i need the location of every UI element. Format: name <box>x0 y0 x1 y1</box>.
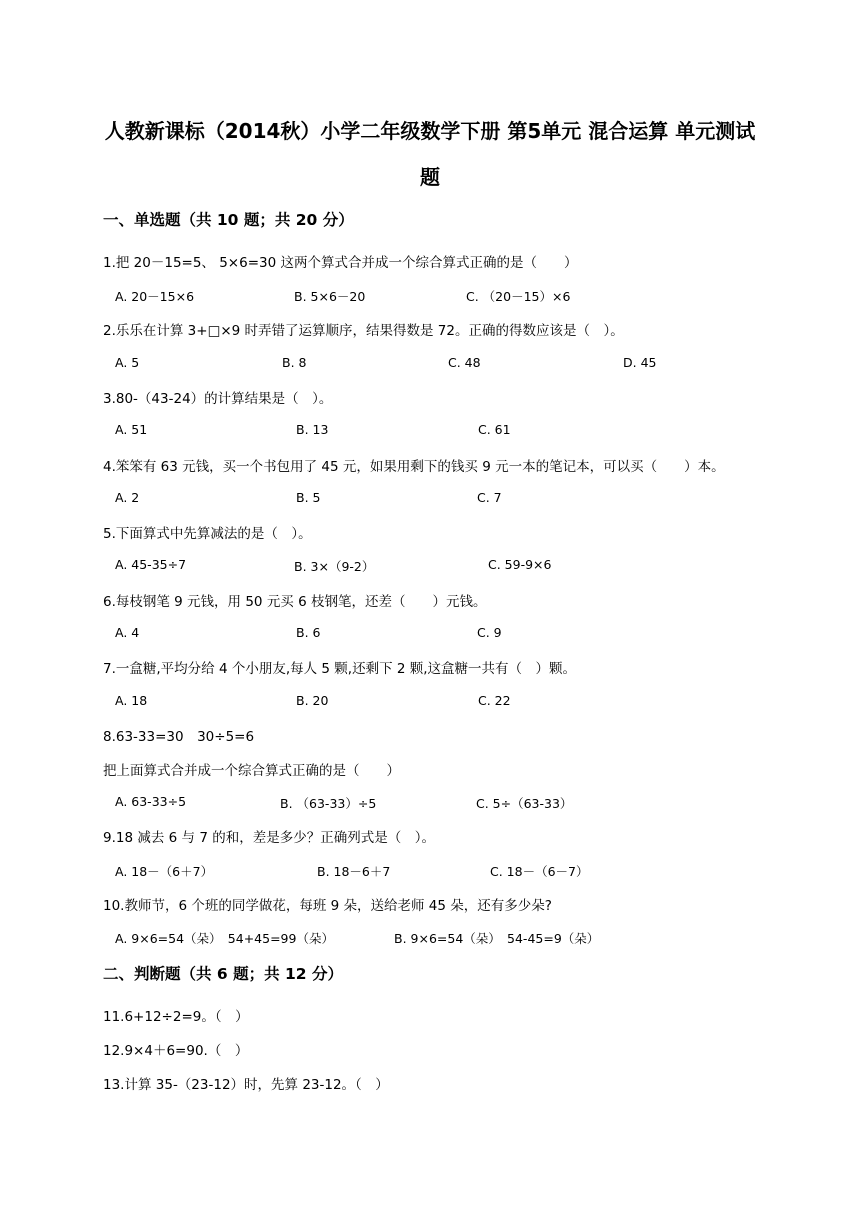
question-4: 4.笨笨有 63 元钱，买一个书包用了 45 元，如果用剩下的钱买 9 元一本的笔记本，可以买（ ）本。 <box>103 459 725 475</box>
question-11: 11.6+12÷2=9。（ ） <box>103 1009 249 1025</box>
q8-option-b[interactable]: B. （63-33）÷5 <box>280 796 377 811</box>
q7-option-c[interactable]: C. 22 <box>478 693 511 708</box>
q6-option-a[interactable]: A. 4 <box>115 625 140 640</box>
question-6: 6.每枝钢笔 9 元钱，用 50 元买 6 枝钢笔，还差（ ）元钱。 <box>103 594 487 610</box>
question-13: 13.计算 35-（23-12）时，先算 23-12。（ ） <box>103 1077 389 1093</box>
question-3: 3.80-（43-24）的计算结果是（ ）。 <box>103 391 333 407</box>
q2-option-a[interactable]: A. 5 <box>115 355 140 370</box>
q9-option-b[interactable]: B. 18－6＋7 <box>317 864 391 879</box>
q5-option-b[interactable]: B. 3×（9-2） <box>294 559 375 574</box>
section-heading-true-false: 二、判断题（共 6 题；共 12 分） <box>103 965 343 983</box>
q4-option-c[interactable]: C. 7 <box>477 490 502 505</box>
question-12: 12.9×4＋6=90.（ ） <box>103 1043 249 1059</box>
q1-option-c[interactable]: C. （20－15）×6 <box>466 289 571 304</box>
q6-option-c[interactable]: C. 9 <box>477 625 502 640</box>
q7-option-a[interactable]: A. 18 <box>115 693 148 708</box>
q7-option-b[interactable]: B. 20 <box>296 693 329 708</box>
question-8-prompt: 把上面算式合并成一个综合算式正确的是（ ） <box>103 763 400 779</box>
question-7: 7.一盒糖,平均分给 4 个小朋友,每人 5 颗,还剩下 2 颗,这盒糖一共有（ ）颗。 <box>103 661 577 677</box>
q5-option-a[interactable]: A. 45-35÷7 <box>115 557 187 572</box>
title-line-2: 题 <box>420 165 440 189</box>
q8-option-c[interactable]: C. 5÷（63-33） <box>476 796 573 811</box>
q2-option-d[interactable]: D. 45 <box>623 355 657 370</box>
q3-option-b[interactable]: B. 13 <box>296 422 329 437</box>
question-1: 1.把 20－15=5、 5×6=30 这两个算式合并成一个综合算式正确的是（ ） <box>103 255 578 271</box>
q3-option-c[interactable]: C. 61 <box>478 422 511 437</box>
q6-option-b[interactable]: B. 6 <box>296 625 321 640</box>
q10-option-a[interactable]: A. 9×6=54（朵） 54+45=99（朵） <box>115 931 334 946</box>
section-heading-single-choice: 一、单选题（共 10 题；共 20 分） <box>103 211 354 229</box>
question-2: 2.乐乐在计算 3+□×9 时弄错了运算顺序，结果得数是 72。正确的得数应该是（ ）。 <box>103 323 624 339</box>
q2-option-c[interactable]: C. 48 <box>448 355 481 370</box>
question-8: 8.63-33=30 30÷5=6 <box>103 729 255 745</box>
question-9: 9.18 减去 6 与 7 的和，差是多少？正确列式是（ ）。 <box>103 830 435 846</box>
title-line-1: 人教新课标（2014秋）小学二年级数学下册 第5单元 混合运算 单元测试 <box>104 119 756 143</box>
q3-option-a[interactable]: A. 51 <box>115 422 148 437</box>
question-5: 5.下面算式中先算减法的是（ ）。 <box>103 526 312 542</box>
q4-option-a[interactable]: A. 2 <box>115 490 140 505</box>
q1-option-a[interactable]: A. 20－15×6 <box>115 289 195 304</box>
question-10: 10.教师节，6 个班的同学做花，每班 9 朵，送给老师 45 朵，还有多少朵? <box>103 898 552 914</box>
q10-option-b[interactable]: B. 9×6=54（朵） 54-45=9（朵） <box>394 931 600 946</box>
q8-option-a[interactable]: A. 63-33÷5 <box>115 794 187 809</box>
q4-option-b[interactable]: B. 5 <box>296 490 321 505</box>
q1-option-b[interactable]: B. 5×6－20 <box>294 289 366 304</box>
q5-option-c[interactable]: C. 59-9×6 <box>488 557 552 572</box>
q9-option-a[interactable]: A. 18－（6＋7） <box>115 864 214 879</box>
q2-option-b[interactable]: B. 8 <box>282 355 307 370</box>
document-title <box>90 108 770 200</box>
q9-option-c[interactable]: C. 18－（6－7） <box>490 864 589 879</box>
